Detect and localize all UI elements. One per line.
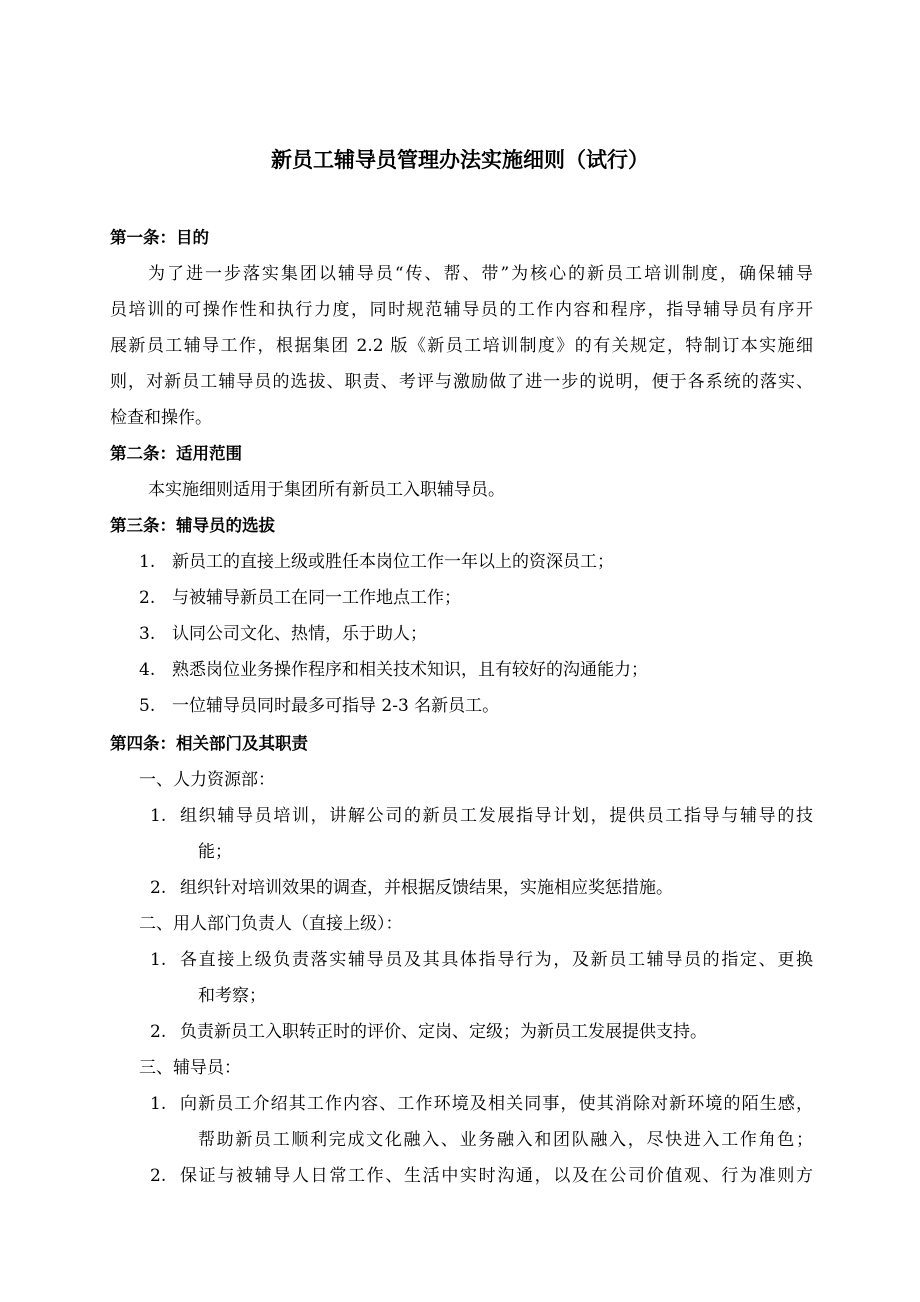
article2-heading: 第二条：适用范围 [110, 444, 242, 463]
article4-section1-title: 一、人力资源部： [139, 770, 275, 790]
section2-item-number: 1. [150, 950, 167, 970]
section3-item-text-continued: 帮助新员工顺利完成文化融入、业务融入和团队融入，尽快进入工作角色； [198, 1130, 813, 1150]
article1-paragraph-line: 检查和操作。 [110, 408, 212, 428]
article3-item-text: 新员工的直接上级或胜任本岗位工作一年以上的资深员工； [172, 552, 614, 572]
article4-heading: 第四条：相关部门及其职责 [110, 734, 308, 753]
section2-item-text: 负责新员工入职转正时的评价、定岗、定级；为新员工发展提供支持。 [180, 1022, 707, 1042]
section3-item-text: 保证与被辅导人日常工作、生活中实时沟通，以及在公司价值观、行为准则方 [180, 1166, 813, 1186]
article1-paragraph-line: 为了进一步落实集团以辅导员“传、帮、带”为核心的新员工培训制度，确保辅导 [148, 264, 813, 284]
article4-section3-title: 三、辅导员： [139, 1058, 241, 1078]
section1-item-text: 组织针对培训效果的调查，并根据反馈结果，实施相应奖惩措施。 [180, 878, 673, 898]
article1-paragraph-line: 则，对新员工辅导员的选拔、职责、考评与激励做了进一步的说明，便于各系统的落实、 [110, 372, 813, 392]
article3-item-number: 1. [139, 552, 156, 572]
section1-item-text-continued: 能； [198, 842, 232, 862]
article3-item-text: 一位辅导员同时最多可指导 2-3 名新员工。 [172, 696, 500, 716]
article3-item-number: 5. [139, 696, 156, 716]
article3-item-number: 2. [139, 588, 156, 608]
article3-item-text: 认同公司文化、热情，乐于助人； [172, 624, 427, 644]
article3-item-text: 与被辅导新员工在同一工作地点工作； [172, 588, 461, 608]
section3-item-number: 2. [150, 1166, 167, 1186]
article3-heading: 第三条：辅导员的选拔 [110, 516, 275, 535]
section2-item-text-continued: 和考察； [198, 986, 266, 1006]
article3-item-number: 3. [139, 624, 156, 644]
section2-item-number: 2. [150, 1022, 167, 1042]
section3-item-text: 向新员工介绍其工作内容、工作环境及相关同事，使其消除对新环境的陌生感， [180, 1094, 813, 1114]
article1-heading: 第一条：目的 [110, 228, 209, 247]
article1-paragraph-line: 展新员工辅导工作，根据集团 2.2 版《新员工培训制度》的有关规定，特制订本实施细 [110, 336, 813, 356]
section2-item-text: 各直接上级负责落实辅导员及其具体指导行为，及新员工辅导员的指定、更换 [180, 950, 813, 970]
section1-item-text: 组织辅导员培训，讲解公司的新员工发展指导计划，提供员工指导与辅导的技 [180, 806, 813, 826]
section1-item-number: 2. [150, 878, 167, 898]
document-title: 新员工辅导员管理办法实施细则（试行） [271, 148, 649, 172]
article3-item-text: 熟悉岗位业务操作程序和相关技术知识，且有较好的沟通能力； [172, 660, 648, 680]
article4-section2-title: 二、用人部门负责人（直接上级）： [139, 914, 403, 934]
section3-item-number: 1. [150, 1094, 167, 1114]
article3-item-number: 4. [139, 660, 156, 680]
article1-paragraph-line: 员培训的可操作性和执行力度，同时规范辅导员的工作内容和程序，指导辅导员有序开 [110, 300, 813, 320]
article2-paragraph: 本实施细则适用于集团所有新员工入职辅导员。 [148, 480, 505, 500]
section1-item-number: 1. [150, 806, 167, 826]
